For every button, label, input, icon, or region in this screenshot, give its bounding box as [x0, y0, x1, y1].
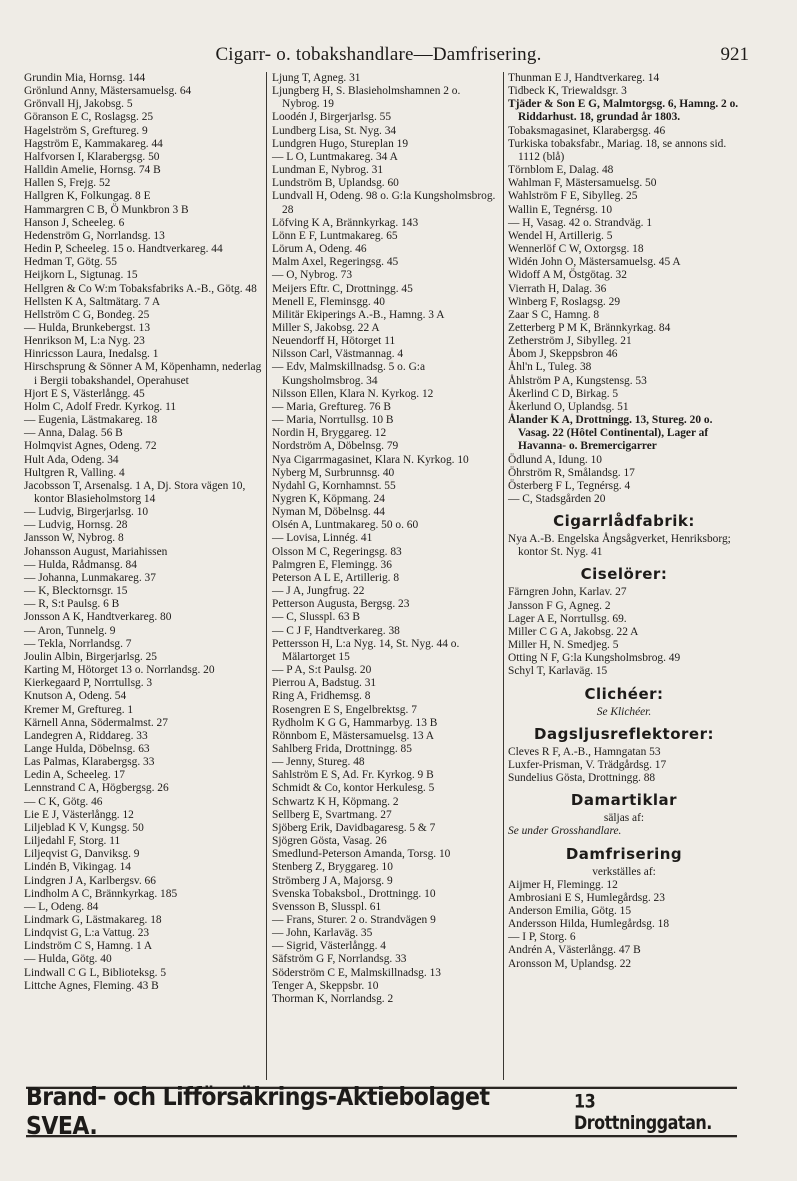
directory-entry: — J A, Jungfrug. 22: [272, 585, 365, 598]
directory-entry: Ambrosiani E S, Humlegårdsg. 23: [508, 891, 665, 904]
section-subheading-damartiklar: säljas af:: [603, 812, 645, 825]
directory-entry: Knutson A, Odeng. 54: [24, 690, 127, 703]
directory-entry: Hagelström S, Greftureg. 9: [24, 124, 148, 137]
directory-entry: Aronsson M, Uplandsg. 22: [508, 957, 632, 970]
directory-entry: Heijkorn L, Sigtunag. 15: [24, 269, 138, 282]
directory-entry: Öhrström R, Smålandsg. 17: [508, 466, 635, 479]
directory-entry: Hedin P, Scheeleg. 15 o. Handtverkareg. 44: [24, 243, 223, 256]
directory-entry: Grönlund Anny, Mästersamuelsg. 64: [24, 85, 192, 98]
directory-entry: Åkerlind C D, Birkag. 5: [508, 387, 619, 400]
directory-entry: Ring A, Fridhemsg. 8: [272, 690, 371, 703]
directory-entry: Palmgren E, Flemingg. 36: [272, 558, 392, 571]
directory-entry: Peterson A L E, Artillerig. 8: [272, 571, 400, 584]
directory-entry: Las Palmas, Klarabergsg. 33: [24, 756, 155, 769]
column-2: [272, 72, 500, 1082]
directory-entry: Wendel H, Artillerig. 5: [508, 229, 613, 242]
directory-entry: Tidbeck K, Triewaldsgr. 3: [508, 85, 627, 98]
directory-entry: Militär Ekiperings A.-B., Hamng. 3 A: [272, 308, 445, 321]
directory-entry: Petterson Augusta, Bergsg. 23: [272, 598, 410, 611]
directory-entry: Malm Axel, Regeringsg. 45: [272, 256, 399, 269]
directory-entry: Kremer M, Greftureg. 1: [24, 703, 134, 716]
directory-entry: Lennstrand C A, Högbergsg. 26: [24, 782, 169, 795]
directory-entry: Miller H, N. Smedjeg. 5: [508, 639, 619, 652]
directory-entry: Lundberg Lisa, St. Nyg. 34: [272, 124, 397, 137]
directory-entry: Lundvall H, Odeng. 98 o. G:la Kungsholmsbrog. 28: [272, 190, 496, 216]
directory-entry: Lange Hulda, Döbelnsg. 63: [24, 742, 150, 755]
directory-entry: Lörum A, Odeng. 46: [272, 243, 367, 256]
directory-entry: Schmidt & Co, kontor Herkulesg. 5: [272, 782, 435, 795]
directory-entry: — Hulda, Brunkebergst. 13: [24, 321, 151, 334]
directory-entry: Kierkegaard P, Norrtullsg. 3: [24, 677, 153, 690]
section-heading-cigarrladfabrik: Cigarrlådfabrik:: [553, 512, 695, 531]
featured-entry-2: Ålander K A, Drottningg. 13, Stureg. 20 o. Vasag. 22 (Hôtel Continental), Lager af Havanna- o. Bremercigarrer: [508, 414, 713, 453]
section-heading-clicheer: Clichéer:: [584, 684, 664, 703]
directory-entry: Hirschsprung & Sönner A M, Köpenhamn, nederlag i Bergii tobakshandel, Operahuset: [24, 361, 262, 387]
directory-entry: Sjöberg Erik, Davidbagaresg. 5 & 7: [272, 821, 436, 834]
directory-entry: Nygren K, Köpmang. 24: [272, 493, 385, 505]
directory-entry: Pierrou A, Badstug. 31: [272, 677, 377, 690]
directory-entry: Henrikson M, L:a Nyg. 23: [24, 335, 145, 348]
directory-entry: Landegren A, Riddareg. 33: [24, 729, 148, 742]
directory-entry: Pettersson H, L:a Nyg. 14, St. Nyg. 44 o. Mälartorget 15: [272, 637, 460, 663]
directory-entry: — K, Blecktornsgr. 15: [24, 585, 128, 598]
directory-entry: Ledin A, Scheeleg. 17: [24, 769, 125, 782]
column-3: [508, 72, 740, 1082]
directory-entry: Littche Agnes, Fleming. 43 B: [24, 979, 159, 992]
directory-entry: Lie E J, Västerlångg. 12: [24, 808, 134, 821]
directory-entry: Svenska Tobaksbol., Drottningg. 10: [272, 887, 436, 900]
directory-entry: Widoff A M, Östgötag. 32: [508, 269, 627, 282]
directory-entry: Widén John O, Mästersamuelsg. 45 A: [508, 256, 681, 269]
directory-entry: Liljeqvist G, Danviksg. 9: [24, 848, 140, 861]
directory-entry: — Jenny, Stureg. 48: [272, 756, 365, 769]
directory-entry: — Aron, Tunnelg. 9: [24, 624, 116, 637]
directory-entry: — Tekla, Norrlandsg. 7: [24, 637, 132, 650]
directory-entry: Löfving K A, Brännkyrkag. 143: [272, 216, 419, 229]
directory-entry: — L O, Luntmakareg. 34 A: [272, 150, 398, 163]
directory-entry: Luxfer-Prisman, V. Trädgårdsg. 17: [508, 758, 667, 771]
directory-entry: Zaar S C, Hamng. 8: [508, 308, 600, 321]
directory-entry: Karting M, Hötorget 13 o. Norrlandsg. 20: [24, 664, 215, 677]
directory-entry: Zetherström J, Sibylleg. 21: [508, 335, 632, 348]
directory-entry: Winberg F, Roslagsg. 29: [508, 295, 621, 308]
directory-entry: Nyberg M, Surbrunnsg. 40: [272, 466, 395, 479]
directory-entry: Lindén B, Vikingag. 14: [24, 861, 131, 874]
directory-entry: Olsén A, Luntmakareg. 50 o. 60: [272, 519, 419, 532]
directory-entry: — H, Vasag. 42 o. Strandväg. 1: [508, 216, 653, 229]
directory-entry: Halfvorsen I, Klarabergsg. 50: [24, 150, 160, 163]
directory-entry: Menell E, Fleminsgg. 40: [272, 295, 385, 308]
directory-entry: Jacobsson T, Arsenalsg. 1 A, Dj. Stora vägen 10, kontor Blasieholmstorg 14: [24, 479, 246, 505]
directory-entry: Österberg F L, Tegnérsg. 4: [508, 479, 631, 492]
directory-entry: Hagström E, Kammakareg. 44: [24, 137, 163, 150]
directory-entry: Sellberg E, Svartmang. 27: [272, 808, 392, 821]
directory-entry: — Maria, Greftureg. 76 B: [272, 400, 391, 413]
directory-entry: Holmqvist Agnes, Odeng. 72: [24, 440, 157, 453]
directory-entry: — C K, Götg. 46: [24, 795, 103, 808]
directory-entry: Tobaksmagasinet, Klarabergsg. 46: [508, 124, 666, 137]
directory-entry: — Eugenia, Lästmakareg. 18: [24, 414, 158, 427]
directory-entry: Johansson August, Mariahissen: [24, 545, 168, 558]
directory-entry: Nilsson Carl, Västmannag. 4: [272, 348, 404, 361]
directory-entry: Hellgren & Co W:m Tobaksfabriks A.-B., Götg. 48: [24, 282, 257, 295]
directory-entry: Stenberg Z, Bryggareg. 10: [272, 861, 393, 874]
directory-entry: Törnblom E, Dalag. 48: [508, 164, 614, 177]
directory-entry: Hultgren R, Valling. 4: [24, 466, 125, 479]
directory-entry: Lager A E, Norrtullsg. 69.: [508, 612, 627, 625]
directory-entry: Rydholm K G G, Hammarbyg. 13 B: [272, 716, 438, 729]
directory-entry: Wahlström F E, Sibylleg. 25: [508, 190, 638, 203]
advertisement-address: 13 Drottninggatan.: [573, 1090, 712, 1134]
page-title: Cigarr- o. tobakshandlare—Damfrisering.: [215, 44, 542, 65]
directory-entry: Nilsson Ellen, Klara N. Kyrkog. 12: [272, 387, 434, 400]
directory-entry: — I P, Storg. 6: [508, 931, 576, 944]
directory-entry: — Sigrid, Västerlångg. 4: [272, 940, 387, 953]
directory-entry: Lönn E F, Luntmakareg. 65: [272, 229, 398, 242]
directory-entry: — Edv, Malmskillnadsg. 5 o. G:a Kungsholmsbrog. 34: [272, 361, 426, 387]
directory-entry: Andersson Hilda, Humlegårdsg. 18: [508, 918, 670, 931]
directory-entry: Nordström A, Döbelnsg. 79: [272, 440, 399, 453]
section-note-clicheer: Se Klichéer.: [596, 705, 652, 718]
page-number: 921: [720, 44, 749, 65]
directory-entry: Hellsten K A, Saltmätarg. 7 A: [24, 295, 161, 308]
directory-entry: Åkerlund O, Uplandsg. 51: [508, 400, 629, 413]
directory-entry: — O, Nybrog. 73: [272, 269, 353, 282]
directory-entry: Åhlström P A, Kungstensg. 53: [508, 374, 647, 387]
directory-entry: Hallen S, Frejg. 52: [24, 177, 111, 190]
directory-entry: Färngren John, Karlav. 27: [508, 586, 627, 599]
directory-entry: Jansson W, Nybrog. 8: [24, 532, 124, 545]
column-1: [24, 72, 262, 1082]
directory-entry: Rosengren E S, Engelbrektsg. 7: [272, 703, 417, 716]
section-heading-damartiklar: Damartiklar: [570, 791, 678, 810]
directory-entry: — Ludvig, Hornsg. 28: [24, 519, 128, 532]
directory-entry: Sundelius Gösta, Drottningg. 88: [508, 772, 656, 785]
directory-entry: Wennerlöf C W, Oxtorgsg. 18: [508, 243, 644, 256]
directory-entry: Andrén A, Västerlångg. 47 B: [508, 944, 641, 957]
directory-entry: Hallgren K, Folkungag. 8 E: [24, 190, 151, 203]
directory-entry: Sahlström E S, Ad. Fr. Kyrkog. 9 B: [272, 769, 434, 782]
directory-entry: Liljedahl F, Storg. 11: [24, 835, 121, 848]
directory-entry: Lindqvist G, L:a Vattug. 23: [24, 927, 150, 940]
directory-entry: — Johanna, Lunmakareg. 37: [24, 571, 156, 584]
directory-entry: — Anna, Dalag. 56 B: [24, 427, 123, 440]
directory-entry: Holm C, Adolf Fredr. Kyrkog. 11: [24, 400, 177, 413]
directory-entry: Sahlberg Frida, Drottningg. 85: [272, 742, 412, 755]
directory-entry: Ödlund A, Idung. 10: [508, 453, 602, 466]
directory-entry: — Lovisa, Linnég. 41: [272, 532, 373, 545]
directory-entry: Lundström B, Uplandsg. 60: [272, 177, 399, 190]
directory-entry: Smedlund-Peterson Amanda, Torsg. 10: [272, 848, 451, 861]
directory-entry: Rönnbom E, Mästersamuelsg. 13 A: [272, 729, 434, 742]
directory-entry: — John, Karlaväg. 35: [272, 927, 373, 940]
section-heading-damfrisering: Damfrisering: [565, 844, 683, 863]
directory-entry: Schyl T, Karlaväg. 15: [508, 665, 608, 678]
directory-entry: Wahlman F, Mästersamuelsg. 50: [508, 177, 657, 190]
directory-entry: Zetterberg P M K, Brännkyrkag. 84: [508, 321, 671, 334]
directory-entry: Hinricsson Laura, Inedalsg. 1: [24, 348, 159, 361]
directory-entry: Tenger A, Skeppsbr. 10: [272, 979, 379, 992]
directory-entry: — P A, S:t Paulsg. 20: [272, 664, 372, 677]
directory-entry: Cleves R F, A.-B., Hamngatan 53: [508, 745, 661, 758]
directory-entry: Lindholm A C, Brännkyrkag. 185: [24, 887, 178, 900]
directory-entry: Åbom J, Skeppsbron 46: [508, 348, 618, 361]
directory-entry: Otting N F, G:la Kungsholmsbrog. 49: [508, 652, 681, 665]
directory-entry: Lundman E, Nybrog. 31: [272, 164, 384, 177]
directory-entry: Vierrath H, Dalag. 36: [508, 282, 607, 295]
section-subheading-damfrisering: verkställes af:: [592, 865, 656, 878]
directory-entry: Lindmark G, Lästmakareg. 18: [24, 914, 162, 926]
directory-entry: Säfström G F, Norrlandsg. 33: [272, 953, 407, 966]
directory-entry: Jansson F G, Agneg. 2: [508, 599, 611, 612]
directory-entry: Hammargren C B, Ö Munkbron 3 B: [24, 203, 189, 216]
column-divider-2: [503, 72, 504, 1080]
directory-entry: Nyman M, Döbelnsg. 44: [272, 506, 385, 519]
directory-entry: Aijmer H, Flemingg. 12: [508, 878, 618, 891]
directory-entry: Sjögren Gösta, Vasag. 26: [272, 835, 387, 848]
directory-entry: Hult Ada, Odeng. 34: [24, 453, 119, 466]
directory-entry: — Ludvig, Birgerjarlsg. 10: [24, 506, 149, 519]
directory-entry: Hjort E S, Västerlångg. 45: [24, 387, 145, 400]
directory-entry: Hedman T, Götg. 55: [24, 256, 117, 269]
directory-entry: Göranson E C, Roslagsg. 25: [24, 111, 154, 124]
directory-entry: — L, Odeng. 84: [24, 900, 99, 913]
directory-entry: Neuendorff H, Hötorget 11: [272, 335, 396, 348]
directory-entry: Lindström C S, Hamng. 1 A: [24, 940, 153, 953]
advertisement-company: Brand- och Lifförsäkrings-Aktiebolaget SVEA.: [26, 1083, 490, 1141]
directory-entry: Hedenström G, Norrlandsg. 13: [24, 229, 165, 242]
directory-entry: Loodén J, Birgerjarlsg. 55: [272, 111, 392, 124]
directory-entry: — Hulda, Götg. 40: [24, 953, 112, 966]
directory-entry: Ljung T, Agneg. 31: [272, 72, 361, 84]
directory-entry: Lindwall C G L, Biblioteksg. 5: [24, 966, 167, 979]
directory-entry: Nya A.-B. Engelska Ångsågverket, Henriksborg; kontor St. Nyg. 41: [508, 533, 731, 559]
directory-entry: Wallin E, Tegnérsg. 10: [508, 203, 613, 216]
directory-entry: Åhl'n L, Tuleg. 38: [508, 361, 592, 374]
directory-entry: — R, S:t Paulsg. 6 B: [24, 598, 120, 611]
directory-entry: — Hulda, Rådmansg. 84: [24, 558, 137, 571]
directory-entry: Grundin Mia, Hornsg. 144: [24, 72, 146, 84]
directory-entry: Hellström C G, Bondeg. 25: [24, 308, 150, 321]
directory-entry: Thorman K, Norrlandsg. 2: [272, 992, 394, 1005]
directory-entry: Nydahl G, Kornhamnst. 55: [272, 479, 396, 492]
directory-entry: Lindgren J A, Karlbergsv. 66: [24, 874, 156, 887]
featured-entry: Tjäder & Son E G, Malmtorgsg. 6, Hamng. 2 o. Riddarhust. 18, grundad år 1803.: [508, 98, 739, 124]
directory-entry: Svensson B, Slusspl. 61: [272, 900, 382, 913]
directory-entry: Nya Cigarrmagasinet, Klara N. Kyrkog. 10: [272, 453, 469, 466]
page-header: [20, 44, 749, 66]
directory-entry: Olsson M C, Regeringsg. 83: [272, 545, 402, 558]
directory-entry: — Frans, Sturег. 2 o. Strandvägen 9: [272, 914, 436, 926]
advertisement-banner: [26, 1083, 737, 1141]
directory-entry: Strömberg J A, Majorsg. 9: [272, 874, 393, 887]
directory-entry: Jonsson A K, Handtverkareg. 80: [24, 611, 172, 624]
directory-entry: Meijers Eftr. C, Drottningg. 45: [272, 282, 413, 295]
directory-entry: Hanson J, Scheeleg. 6: [24, 216, 125, 229]
directory-entry: Ljungberg H, S. Blasieholmshamnen 2 o. Nybrog. 19: [272, 85, 461, 111]
directory-entry: Nordin H, Bryggareg. 12: [272, 427, 387, 440]
directory-entry: — C, Stadsgården 20: [508, 493, 606, 505]
directory-entry: Lundgren Hugo, Stureplan 19: [272, 137, 409, 150]
directory-entry: Joulin Albin, Birgerjarlsg. 25: [24, 650, 157, 663]
directory-entry: Kärnell Anna, Södermalmst. 27: [24, 716, 168, 729]
directory-entry: Grönvall Hj, Jakobsg. 5: [24, 98, 133, 111]
directory-entry: Miller C G A, Jakobsg. 22 A: [508, 625, 639, 638]
directory-entry: Söderström C E, Malmskillnadsg. 13: [272, 966, 441, 979]
column-divider-1: [266, 72, 267, 1080]
directory-entry: Liljeblad K V, Kungsg. 50: [24, 821, 144, 834]
directory-entry: — C J F, Handtverkareg. 38: [272, 624, 400, 637]
directory-entry: Halldin Amelie, Hornsg. 74 B: [24, 164, 161, 177]
directory-entry: Turkiska tobaksfabr., Mariag. 18, se annons sid. 1112 (blå): [508, 137, 727, 163]
directory-entry: — Maria, Norrtullsg. 10 B: [272, 414, 394, 427]
section-heading-ciselorer: Ciselörer:: [580, 565, 668, 584]
directory-entry: Anderson Emilia, Götg. 15: [508, 904, 632, 917]
directory-entry: Thunman E J, Handtverkareg. 14: [508, 72, 660, 84]
directory-entry: Schwartz K H, Köpmang. 2: [272, 795, 399, 808]
section-note-damartiklar: Se under Grosshandlare.: [508, 825, 622, 838]
section-heading-dagsljus: Dagsljusreflektorer:: [534, 724, 714, 743]
directory-entry: — C, Slusspl. 63 B: [272, 611, 360, 624]
directory-entry: Miller S, Jakobsg. 22 A: [272, 321, 380, 334]
